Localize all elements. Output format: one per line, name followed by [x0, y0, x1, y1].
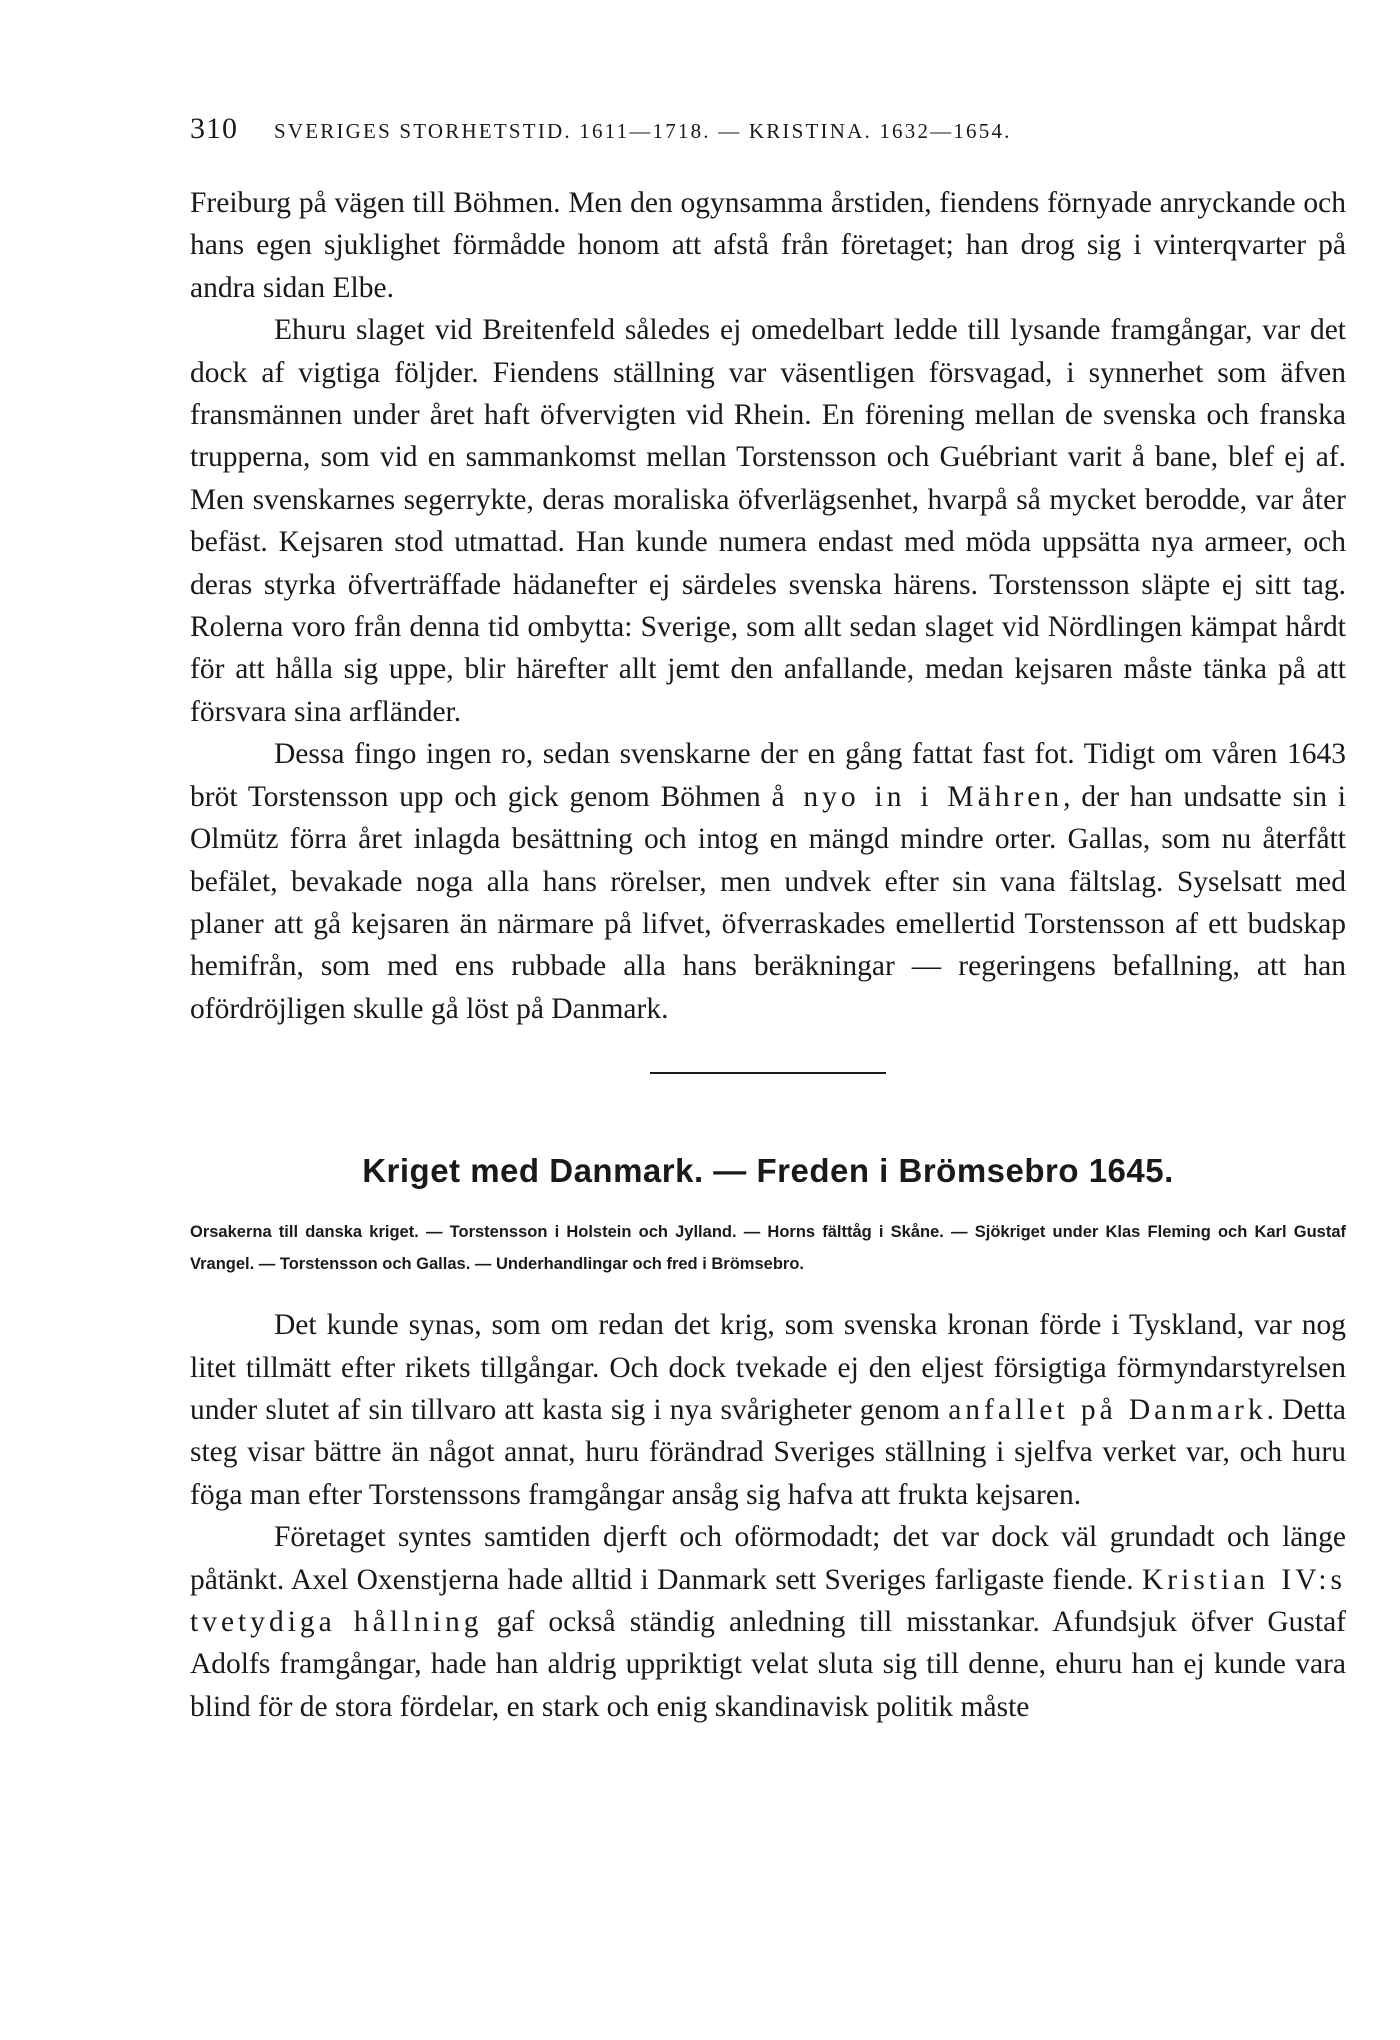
paragraph-torstensson-march: [190, 733, 1346, 1030]
paragraph-five-part1: Företaget syntes samtiden djerft och oförmodadt; det var dock väl grundadt och länge påtänkt. Axel Oxenstjerna hade alltid i Danmark sett Sveriges farligaste fiende.: [190, 1521, 1346, 1596]
page-number: 310: [190, 112, 238, 145]
paragraph-breitenfeld: Ehuru slaget vid Breitenfeld således ej omedelbart ledde till lysande framgångar, var det dock af vigtiga följder. Fiendens ställning var väsentligen försvagad, i synnerhet som äfven fransmännen under året haft öfvervigten vid Rhein. En förening mellan de svenska och franska trupperna, som vid en sammankomst mellan Torstensson och Guébriant varit å bane, blef ej af. Men svenskarnes segerrykte, deras moraliska öfverlägsenhet, hvarpå så mycket berodde, var åter befäst. Kejsaren stod utmattad. Han kunde numera endast med möda uppsätta nya armeer, och deras styrka öfverträffade hädanefter ej särdeles svenska härens. Torstensson släpte ej sitt tag. Rolerna voro från denna tid ombytta: Sverige, som allt sedan slaget vid Nördlingen kämpat hårdt för att hålla sig uppe, blir härefter allt jemt den anfallande, medan kejsaren måste tänka på att försvara sina arfländer.: [190, 314, 1346, 728]
paragraph-four-spaced: anfallet på Danmark: [948, 1393, 1267, 1426]
section-divider: [650, 1072, 886, 1074]
paragraph-enterprise: [190, 1516, 1346, 1728]
paragraph-five-spaced: Kristian IV:s tvetydiga hållning: [190, 1563, 1347, 1638]
paragraph-four-part2: . Detta steg visar bättre än något annat, huru förändrad Sveriges ställning i sjelfva verket var, och huru föga man efter Torstenssons framgångar ansåg sig hafva att frukta kejsaren.: [190, 1393, 1347, 1511]
book-page: [190, 112, 1346, 1728]
paragraph-continued: Freiburg på vägen till Böhmen. Men den ogynsamma årstiden, fiendens förnyade anryckande och hans egen sjuklighet förmådde honom att afstå från företaget; han drog sig i vinterqvarter på andra sidan Elbe.: [190, 187, 1346, 304]
paragraph-four-part1: Det kunde synas, som om redan det krig, som svenska kronan förde i Tyskland, var nog litet tillmätt efter rikets tillgångar. Och dock tvekade ej den eljest försigtiga förmyndarstyrelsen under slutet af sin tillvaro att kasta sig i nya svårigheter genom: [190, 1309, 1346, 1426]
running-title: SVERIGES STORHETSTID. 1611—1718. — KRISTINA. 1632—1654.: [274, 119, 1012, 143]
section-title: Kriget med Danmark. — Freden i Brömsebro 1645.: [362, 1152, 1174, 1190]
paragraph-three-part2: , der han undsatte sin i Olmütz förra året inlagda besättning och intog en mängd mindre orter. Gallas, som nu återfått befälet, bevakade noga alla hans rörelser, men undvek efter sin vana fältslag. Syselsatt med planer att gå kejsaren än närmare på lifvet, öfverraskades emellertid Torstensson af ett budskap hemifrån, som med ens rubbade alla hans beräkningar — regeringens befallning, att han ofördröjligen skulle gå löst på Danmark.: [190, 780, 1347, 1025]
paragraph-three-spaced: å nyo in i Mähren: [771, 780, 1064, 813]
paragraph-five-part2: gaf också ständig anledning till misstankar. Afundsjuk öfver Gustaf Adolfs framgångar, hade han aldrig uppriktigt velat sluta sig till denne, ehuru han ej kunde vara blind för de stora fördelar, en stark och enig skandinavisk politik måste: [190, 1605, 1346, 1723]
paragraph-danish-war: [190, 1304, 1346, 1516]
section-summary: Orsakerna till danska kriget. — Torstensson i Holstein och Jylland. — Horns fälttåg i Skåne. — Sjökriget under Klas Fleming och Karl Gustaf Vrangel. — Torstensson och Gallas. — Underhandlingar och fred i Brömsebro.: [190, 1223, 1346, 1274]
running-head: [190, 112, 1346, 162]
paragraph-three-part1: Dessa fingo ingen ro, sedan svenskarne der en gång fattat fast fot. Tidigt om våren 1643 bröt Torstensson upp och gick genom Böhmen: [190, 738, 1346, 813]
